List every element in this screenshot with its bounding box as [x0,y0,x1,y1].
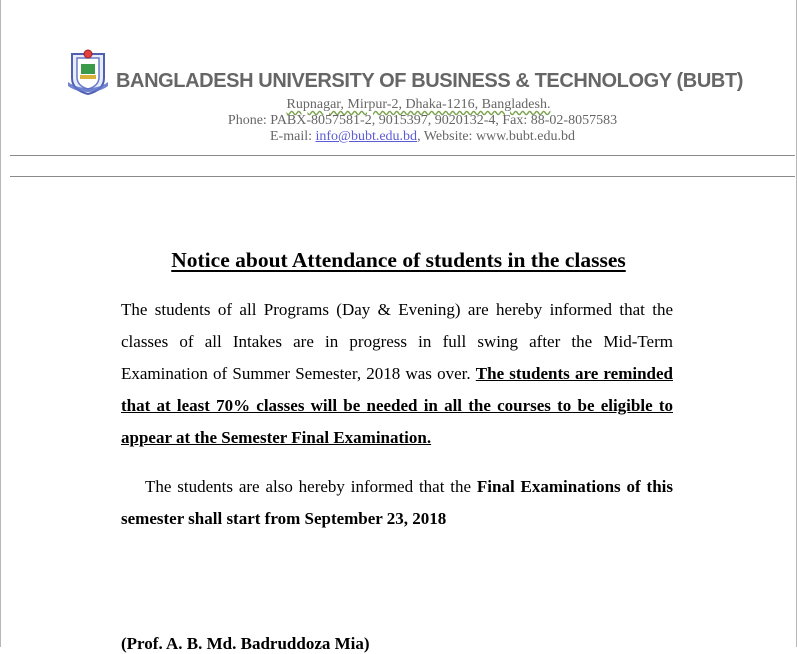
header-rule-bottom [10,176,795,177]
paragraph-attendance-emphasis: The students are reminded that at least 70% classes will be needed in all the courses to be eligible to appear at the Semester Final Examination. [121,364,673,447]
paragraph-final-exam-text: The students are also hereby informed that the [145,477,477,496]
header-rule-top [10,155,795,156]
signature-name: (Prof. A. B. Md. Badruddoza Mia) [121,634,370,653]
page-left-edge [0,0,1,647]
bubt-logo-icon [66,48,110,96]
website-text: , Website: www.bubt.edu.bd [417,129,575,144]
paragraph-attendance-text: The students of all Programs (Day & Evening) are hereby informed that the classes of all Intakes are in progress in full swing after the Mid-Term Examination of Summer Semester, 2018 was over. [121,300,673,383]
email-link[interactable]: info@bubt.edu.bd [315,129,418,144]
email-label: E-mail: [270,129,316,144]
paragraph-final-exam[interactable] [121,471,673,535]
phone-line: Phone: PABX-8057581-2, 9015397, 9020132-4, Fax: 88-02-8057583 [227,113,618,128]
address-text: Rupnagar, Mirpur-2, Dhaka-1216, Bangladesh. [286,97,551,112]
address-line [20,97,797,113]
contact-line [24,129,797,145]
paragraph-attendance[interactable] [121,294,673,454]
university-name: BANGLADESH UNIVERSITY OF BUSINESS & TECHNOLOGY (BUBT) [116,70,743,92]
notice-title: Notice about Attendance of students in the classes [171,248,626,272]
paragraph-final-exam-emphasis: Final Examinations of this semester shall start from September 23, 2018 [121,477,673,528]
